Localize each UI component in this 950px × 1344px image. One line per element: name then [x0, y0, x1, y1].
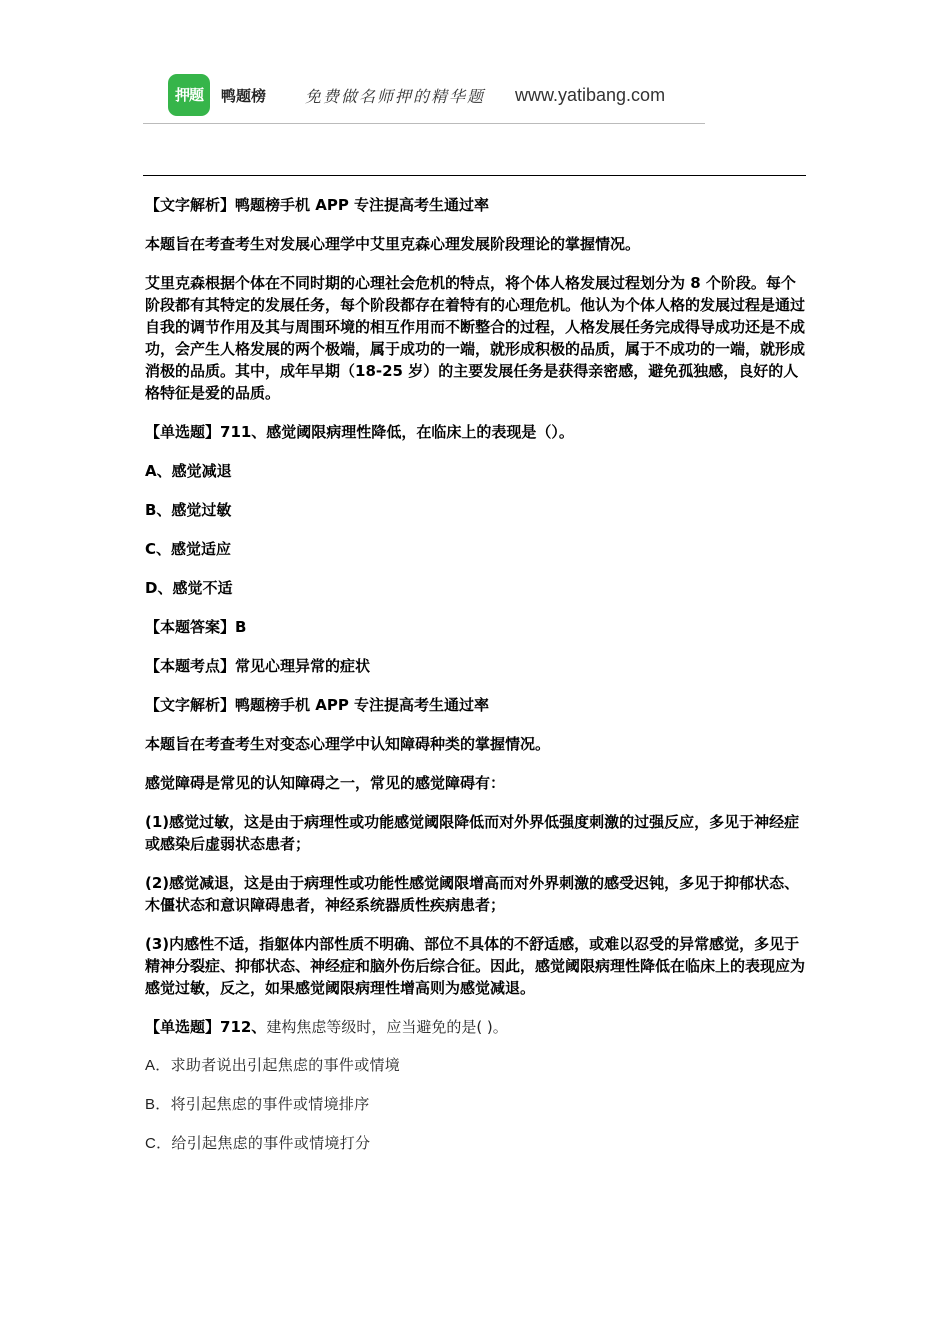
brand-slogan: 免费做名师押的精华题 [305, 87, 486, 106]
answer-711: 【本题答案】B [145, 618, 247, 636]
analysis-summary-1: 本题旨在考查考生对发展心理学中艾里克森心理发展阶段理论的掌握情况。 [145, 235, 641, 253]
page-divider [143, 175, 806, 176]
analysis-item-3: (3)内感性不适，指躯体内部性质不明确、部位不具体的不舒适感，或难以忍受的异常感觉，多见于精神分裂症、抑郁状态、神经症和脑外伤后综合征。因此，感觉阈限病理性降低在临床上的表现应为感觉过敏，反之，如果感觉阈限病理性增高则为感觉减退。 [145, 935, 806, 997]
analysis-heading-2: 【文字解析】鸭题榜手机 APP 专注提高考生通过率 [145, 696, 490, 714]
option-712-b: B．将引起焦虑的事件或情境排序 [145, 1096, 370, 1113]
question-712-prefix: 【单选题】712、 [145, 1018, 267, 1036]
brand-name: 鸭题榜 [221, 87, 267, 105]
question-712 [145, 1016, 805, 1038]
option-711-a: A、感觉减退 [145, 462, 232, 480]
question-712-text: 建构焦虑等级时，应当避免的是( )。 [266, 1018, 508, 1036]
analysis-intro-2: 感觉障碍是常见的认知障碍之一，常见的感觉障碍有： [145, 774, 506, 792]
analysis-heading-1: 【文字解析】鸭题榜手机 APP 专注提高考生通过率 [145, 196, 490, 214]
analysis-summary-2: 本题旨在考查考生对变态心理学中认知障碍种类的掌握情况。 [145, 735, 551, 753]
option-711-c: C、感觉适应 [145, 540, 232, 558]
page-header [143, 74, 705, 118]
option-712-a: A．求助者说出引起焦虑的事件或情境 [145, 1057, 401, 1074]
header-divider [143, 123, 705, 124]
option-712-c: C．给引起焦虑的事件或情境打分 [145, 1135, 371, 1152]
brand-logo: 押题 [168, 74, 210, 116]
question-711: 【单选题】711、感觉阈限病理性降低，在临床上的表现是（）。 [145, 423, 574, 441]
site-url: www.yatibang.com [515, 85, 666, 105]
document-body [145, 194, 805, 1172]
option-711-b: B、感觉过敏 [145, 501, 232, 519]
point-711: 【本题考点】常见心理异常的症状 [145, 657, 371, 675]
analysis-item-2: (2)感觉减退，这是由于病理性或功能性感觉阈限增高而对外界刺激的感受迟钝，多见于抑郁状态、木僵状态和意识障碍患者，神经系统器质性疾病患者； [145, 874, 800, 914]
analysis-item-1: (1)感觉过敏，这是由于病理性或功能感觉阈限降低而对外界低强度刺激的过强反应，多见于神经症或感染后虚弱状态患者； [145, 813, 800, 853]
analysis-body-1: 艾里克森根据个体在不同时期的心理社会危机的特点，将个体人格发展过程划分为 8 个阶段。每个阶段都有其特定的发展任务，每个阶段都存在着特有的心理危机。他认为个体人格的发展过程是通过自我的调节作用及其与周围环境的相互作用而不断整合的过程，人格发展任务完成得导成功还是不成功，会产生人格发展的两个极端，属于成功的一端，就形成积极的品质，属于不成功的一端，就形成消极的品质。其中，成年早期（18-25 岁）的主要发展任务是获得亲密感，避免孤独感，良好的人格特征是爱的品质。 [145, 274, 806, 402]
option-711-d: D、感觉不适 [145, 579, 233, 597]
